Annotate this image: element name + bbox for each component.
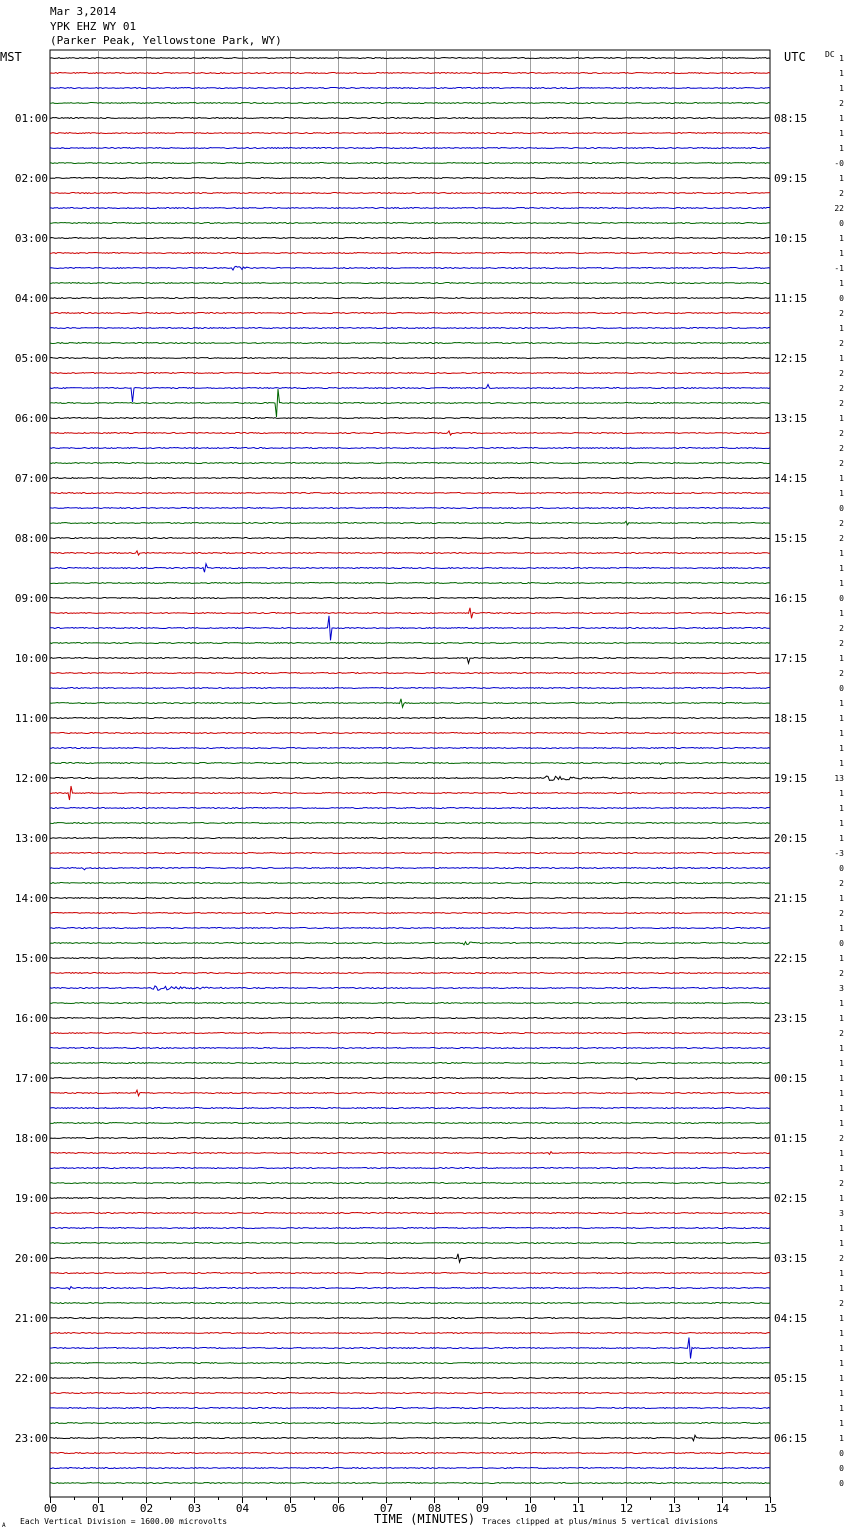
seismic-trace <box>50 538 770 539</box>
dc-offset-value: 1 <box>839 1044 844 1053</box>
seismic-trace <box>50 148 770 149</box>
right-hour-label: 01:15 <box>774 1132 808 1145</box>
seismic-trace <box>50 1333 770 1334</box>
minute-tick-label: 13 <box>667 1502 682 1515</box>
dc-offset-value: 1 <box>839 1329 844 1338</box>
seismic-trace <box>50 418 770 419</box>
left-hour-label: 08:00 <box>14 532 48 545</box>
right-hour-label: 15:15 <box>774 532 808 545</box>
dc-offset-value: 2 <box>839 99 844 108</box>
left-hour-label: 01:00 <box>14 112 48 125</box>
dc-offset-value: 3 <box>839 1209 844 1218</box>
dc-offset-value: 2 <box>839 909 844 918</box>
dc-offset-value: 1 <box>839 489 844 498</box>
left-hour-label: 02:00 <box>14 172 48 185</box>
right-hour-label: 16:15 <box>774 592 808 605</box>
left-hour-label: 12:00 <box>14 772 48 785</box>
seismic-trace <box>50 1435 770 1441</box>
seismic-trace <box>50 699 770 707</box>
dc-offset-value: -0 <box>834 159 844 168</box>
seismic-trace <box>50 551 770 555</box>
minute-tick-label: 02 <box>139 1502 154 1515</box>
dc-offset-value: 2 <box>839 1299 844 1308</box>
right-hour-label: 17:15 <box>774 652 808 665</box>
dc-offset-value: 1 <box>839 474 844 483</box>
dc-offset-value: 1 <box>839 1074 844 1083</box>
dc-offset-value: 1 <box>839 414 844 423</box>
right-hour-label: 03:15 <box>774 1252 808 1265</box>
seismic-trace <box>50 564 770 572</box>
dc-offset-value: 2 <box>839 1134 844 1143</box>
dc-offset-header: DC <box>825 50 835 59</box>
seismic-trace <box>50 776 770 780</box>
dc-offset-value: 13 <box>834 774 844 783</box>
seismic-trace <box>50 253 770 254</box>
seismic-trace <box>50 1138 770 1139</box>
seismic-trace <box>50 1363 770 1364</box>
seismic-trace <box>50 223 770 224</box>
dc-offset-value: 2 <box>839 1029 844 1038</box>
left-timezone-label: MST <box>0 50 22 64</box>
right-hour-label: 00:15 <box>774 1072 808 1085</box>
dc-offset-value: 1 <box>839 954 844 963</box>
seismic-trace <box>50 718 770 719</box>
right-hour-label: 05:15 <box>774 1372 808 1385</box>
seismic-trace <box>50 298 770 299</box>
dc-offset-value: 1 <box>839 894 844 903</box>
dc-offset-value: 2 <box>839 1179 844 1188</box>
dc-offset-value: 2 <box>839 879 844 888</box>
seismic-trace <box>50 1063 770 1064</box>
right-hour-label: 08:15 <box>774 112 808 125</box>
dc-offset-value: 1 <box>839 549 844 558</box>
dc-offset-value: 1 <box>839 1404 844 1413</box>
dc-offset-value: 2 <box>839 459 844 468</box>
station-location: (Parker Peak, Yellowstone Park, WY) <box>50 34 282 47</box>
seismic-trace <box>50 898 770 899</box>
seismic-trace <box>50 1468 770 1469</box>
seismic-trace <box>50 103 770 104</box>
corner-mark: A <box>2 1522 6 1529</box>
left-hour-label: 03:00 <box>14 232 48 245</box>
dc-offset-value: 3 <box>839 984 844 993</box>
dc-offset-value: 1 <box>839 789 844 798</box>
dc-offset-value: 2 <box>839 309 844 318</box>
dc-offset-value: 1 <box>839 804 844 813</box>
seismic-trace <box>50 1243 770 1244</box>
minute-tick-label: 03 <box>187 1502 202 1515</box>
dc-offset-value: 1 <box>839 174 844 183</box>
seismic-trace <box>50 913 770 914</box>
seismic-trace <box>50 883 770 884</box>
dc-offset-value: 22 <box>834 204 844 213</box>
dc-offset-value: 0 <box>839 1464 844 1473</box>
seismic-trace <box>50 1090 770 1096</box>
minute-tick-label: 01 <box>91 1502 106 1515</box>
station-code: YPK EHZ WY 01 <box>50 20 137 33</box>
dc-offset-value: 1 <box>839 1374 844 1383</box>
dc-offset-value: 2 <box>839 519 844 528</box>
right-hour-label: 11:15 <box>774 292 808 305</box>
dc-offset-value: 1 <box>839 1344 844 1353</box>
dc-offset-value: 1 <box>839 609 844 618</box>
right-hour-label: 13:15 <box>774 412 808 425</box>
dc-offset-value: 1 <box>839 1149 844 1158</box>
seismic-trace <box>50 733 770 734</box>
minute-tick-label: 05 <box>283 1502 298 1515</box>
dc-offset-value: 1 <box>839 1239 844 1248</box>
right-timezone-label: UTC <box>784 50 806 64</box>
seismic-trace <box>50 786 770 800</box>
seismic-trace <box>50 608 770 619</box>
x-axis-label: TIME (MINUTES) <box>374 1512 476 1526</box>
dc-offset-value: 2 <box>839 339 844 348</box>
seismic-trace <box>50 643 770 644</box>
dc-offset-value: 1 <box>839 999 844 1008</box>
seismic-trace <box>50 508 770 509</box>
seismic-trace <box>50 838 770 839</box>
dc-offset-value: 2 <box>839 399 844 408</box>
seismic-trace <box>50 823 770 824</box>
left-hour-label: 22:00 <box>14 1372 48 1385</box>
minute-tick-label: 12 <box>619 1502 634 1515</box>
seismic-trace <box>50 1152 770 1155</box>
dc-offset-value: 1 <box>839 1359 844 1368</box>
minute-tick-label: 11 <box>571 1502 586 1515</box>
left-hour-label: 04:00 <box>14 292 48 305</box>
seismic-trace <box>50 1018 770 1019</box>
seismic-trace <box>50 448 770 449</box>
seismic-trace <box>50 1228 770 1229</box>
left-hour-label: 09:00 <box>14 592 48 605</box>
dc-offset-value: 0 <box>839 594 844 603</box>
seismic-trace <box>50 373 770 374</box>
dc-offset-value: 2 <box>839 639 844 648</box>
seismic-trace <box>50 283 770 284</box>
dc-offset-value: 2 <box>839 534 844 543</box>
seismic-trace <box>50 928 770 929</box>
clip-note: Traces clipped at plus/minus 5 vertical divisions <box>482 1517 719 1526</box>
dc-offset-value: 1 <box>839 1419 844 1428</box>
seismic-trace <box>50 431 770 435</box>
left-hour-label: 13:00 <box>14 832 48 845</box>
dc-offset-value: -3 <box>834 849 844 858</box>
dc-offset-value: 1 <box>839 324 844 333</box>
dc-offset-value: 1 <box>839 1224 844 1233</box>
seismic-trace <box>50 1198 770 1199</box>
dc-offset-value: 1 <box>839 1194 844 1203</box>
seismic-trace <box>50 358 770 359</box>
dc-offset-value: 1 <box>839 1269 844 1278</box>
seismic-trace <box>50 1254 770 1262</box>
seismic-trace <box>50 1378 770 1379</box>
left-hour-label: 11:00 <box>14 712 48 725</box>
dc-offset-value: 1 <box>839 144 844 153</box>
left-hour-label: 06:00 <box>14 412 48 425</box>
seismic-trace <box>50 389 770 417</box>
seismic-trace <box>50 1453 770 1454</box>
dc-offset-value: 1 <box>839 819 844 828</box>
minute-tick-label: 04 <box>235 1502 250 1515</box>
seismic-trace <box>50 163 770 164</box>
dc-offset-value: 1 <box>839 654 844 663</box>
dc-offset-value: 1 <box>839 54 844 63</box>
seismic-trace <box>50 1393 770 1394</box>
dc-offset-value: 1 <box>839 279 844 288</box>
dc-offset-value: 1 <box>839 114 844 123</box>
seismic-trace <box>50 1483 770 1484</box>
right-hour-label: 21:15 <box>774 892 808 905</box>
seismic-trace <box>50 748 770 749</box>
seismic-trace <box>50 763 770 765</box>
seismic-trace <box>50 193 770 194</box>
dc-offset-value: 1 <box>839 249 844 258</box>
seismic-trace <box>50 1273 770 1274</box>
right-hour-label: 20:15 <box>774 832 808 845</box>
seismic-trace <box>50 88 770 89</box>
right-hour-label: 06:15 <box>774 1432 808 1445</box>
seismic-trace <box>50 1408 770 1409</box>
right-hour-label: 09:15 <box>774 172 808 185</box>
seismic-trace <box>50 238 770 239</box>
right-hour-label: 12:15 <box>774 352 808 365</box>
dc-offset-value: 1 <box>839 1089 844 1098</box>
dc-offset-value: 1 <box>839 1389 844 1398</box>
dc-offset-value: 2 <box>839 429 844 438</box>
seismic-trace <box>50 616 770 641</box>
seismic-trace <box>50 1213 770 1214</box>
seismic-trace <box>50 942 770 945</box>
seismic-trace <box>50 958 770 959</box>
dc-offset-value: 0 <box>839 864 844 873</box>
dc-offset-value: 1 <box>839 1104 844 1113</box>
scale-note: Each Vertical Division = 1600.00 microvolts <box>20 1517 228 1526</box>
dc-offset-value: 0 <box>839 684 844 693</box>
left-hour-label: 20:00 <box>14 1252 48 1265</box>
dc-offset-value: 2 <box>839 444 844 453</box>
dc-offset-value: 2 <box>839 969 844 978</box>
right-hour-label: 18:15 <box>774 712 808 725</box>
dc-offset-value: 1 <box>839 234 844 243</box>
seismic-trace <box>50 583 770 584</box>
seismic-trace <box>50 853 770 854</box>
dc-offset-value: 1 <box>839 129 844 138</box>
left-hour-label: 18:00 <box>14 1132 48 1145</box>
dc-offset-value: 1 <box>839 1434 844 1443</box>
seismic-trace <box>50 1048 770 1049</box>
dc-offset-value: 1 <box>839 1164 844 1173</box>
dc-offset-value: 1 <box>839 924 844 933</box>
dc-offset-value: 2 <box>839 369 844 378</box>
right-hour-label: 02:15 <box>774 1192 808 1205</box>
dc-offset-value: 2 <box>839 1254 844 1263</box>
seismic-trace <box>50 658 770 664</box>
dc-offset-value: 1 <box>839 84 844 93</box>
seismic-trace <box>50 58 770 59</box>
minute-tick-label: 15 <box>763 1502 778 1515</box>
seismic-trace <box>50 178 770 179</box>
seismic-trace <box>50 385 770 403</box>
dc-offset-value: 2 <box>839 189 844 198</box>
seismic-trace <box>50 868 770 870</box>
dc-offset-value: 1 <box>839 1119 844 1128</box>
seismic-trace <box>50 1033 770 1034</box>
seismic-trace <box>50 1003 770 1004</box>
dc-offset-value: 1 <box>839 69 844 78</box>
left-hour-label: 15:00 <box>14 952 48 965</box>
dc-offset-value: 1 <box>839 1314 844 1323</box>
seismic-trace <box>50 808 770 809</box>
seismic-trace <box>50 1338 770 1359</box>
right-hour-label: 04:15 <box>774 1312 808 1325</box>
seismic-trace <box>50 118 770 119</box>
seismic-trace <box>50 521 770 525</box>
dc-offset-value: 1 <box>839 729 844 738</box>
seismic-trace <box>50 1287 770 1290</box>
dc-offset-value: 1 <box>839 1059 844 1068</box>
dc-offset-value: 2 <box>839 669 844 678</box>
left-hour-label: 14:00 <box>14 892 48 905</box>
seismic-trace <box>50 973 770 974</box>
left-hour-label: 17:00 <box>14 1072 48 1085</box>
seismic-trace <box>50 313 770 314</box>
plot-date: Mar 3,2014 <box>50 5 117 18</box>
seismic-trace <box>50 1078 770 1080</box>
seismic-trace <box>50 598 770 599</box>
dc-offset-value: 1 <box>839 1014 844 1023</box>
dc-offset-value: 1 <box>839 759 844 768</box>
seismic-trace <box>50 1318 770 1319</box>
dc-offset-value: 2 <box>839 624 844 633</box>
dc-offset-value: 1 <box>839 714 844 723</box>
dc-offset-value: 0 <box>839 504 844 513</box>
seismic-trace <box>50 1303 770 1304</box>
dc-offset-value: 1 <box>839 564 844 573</box>
seismic-trace <box>50 1423 770 1424</box>
dc-offset-value: 0 <box>839 219 844 228</box>
right-hour-label: 10:15 <box>774 232 808 245</box>
dc-offset-value: 1 <box>839 699 844 708</box>
right-hour-label: 22:15 <box>774 952 808 965</box>
minute-tick-label: 14 <box>715 1502 730 1515</box>
seismic-trace <box>50 343 770 344</box>
left-hour-label: 05:00 <box>14 352 48 365</box>
seismic-trace <box>50 986 770 991</box>
dc-offset-value: 0 <box>839 939 844 948</box>
seismic-trace <box>50 688 770 689</box>
left-hour-label: 16:00 <box>14 1012 48 1025</box>
seismic-trace <box>50 1168 770 1169</box>
seismic-trace <box>50 493 770 494</box>
left-hour-label: 21:00 <box>14 1312 48 1325</box>
dc-offset-value: 2 <box>839 384 844 393</box>
dc-offset-value: 0 <box>839 1479 844 1488</box>
right-hour-label: 23:15 <box>774 1012 808 1025</box>
dc-offset-value: 1 <box>839 354 844 363</box>
seismic-trace <box>50 1183 770 1184</box>
minute-tick-label: 09 <box>475 1502 490 1515</box>
seismic-trace <box>50 266 770 270</box>
minute-tick-label: 00 <box>43 1502 58 1515</box>
seismic-trace <box>50 673 770 674</box>
dc-offset-value: -1 <box>834 264 844 273</box>
seismic-trace <box>50 1123 770 1124</box>
dc-offset-value: 0 <box>839 294 844 303</box>
seismic-trace <box>50 478 770 479</box>
left-hour-label: 07:00 <box>14 472 48 485</box>
minute-tick-label: 07 <box>379 1502 394 1515</box>
minute-tick-label: 10 <box>523 1502 538 1515</box>
dc-offset-value: 1 <box>839 744 844 753</box>
right-hour-label: 19:15 <box>774 772 808 785</box>
seismic-trace <box>50 73 770 74</box>
right-hour-label: 14:15 <box>774 472 808 485</box>
seismic-trace <box>50 1108 770 1109</box>
dc-offset-value: 1 <box>839 579 844 588</box>
left-hour-label: 23:00 <box>14 1432 48 1445</box>
left-hour-label: 10:00 <box>14 652 48 665</box>
dc-offset-value: 1 <box>839 1284 844 1293</box>
dc-offset-value: 0 <box>839 1449 844 1458</box>
seismic-trace <box>50 463 770 464</box>
dc-offset-value: 1 <box>839 834 844 843</box>
left-hour-label: 19:00 <box>14 1192 48 1205</box>
minute-tick-label: 08 <box>427 1502 442 1515</box>
seismic-trace <box>50 328 770 329</box>
seismic-trace <box>50 133 770 134</box>
seismic-trace <box>50 208 770 209</box>
minute-tick-label: 06 <box>331 1502 346 1515</box>
